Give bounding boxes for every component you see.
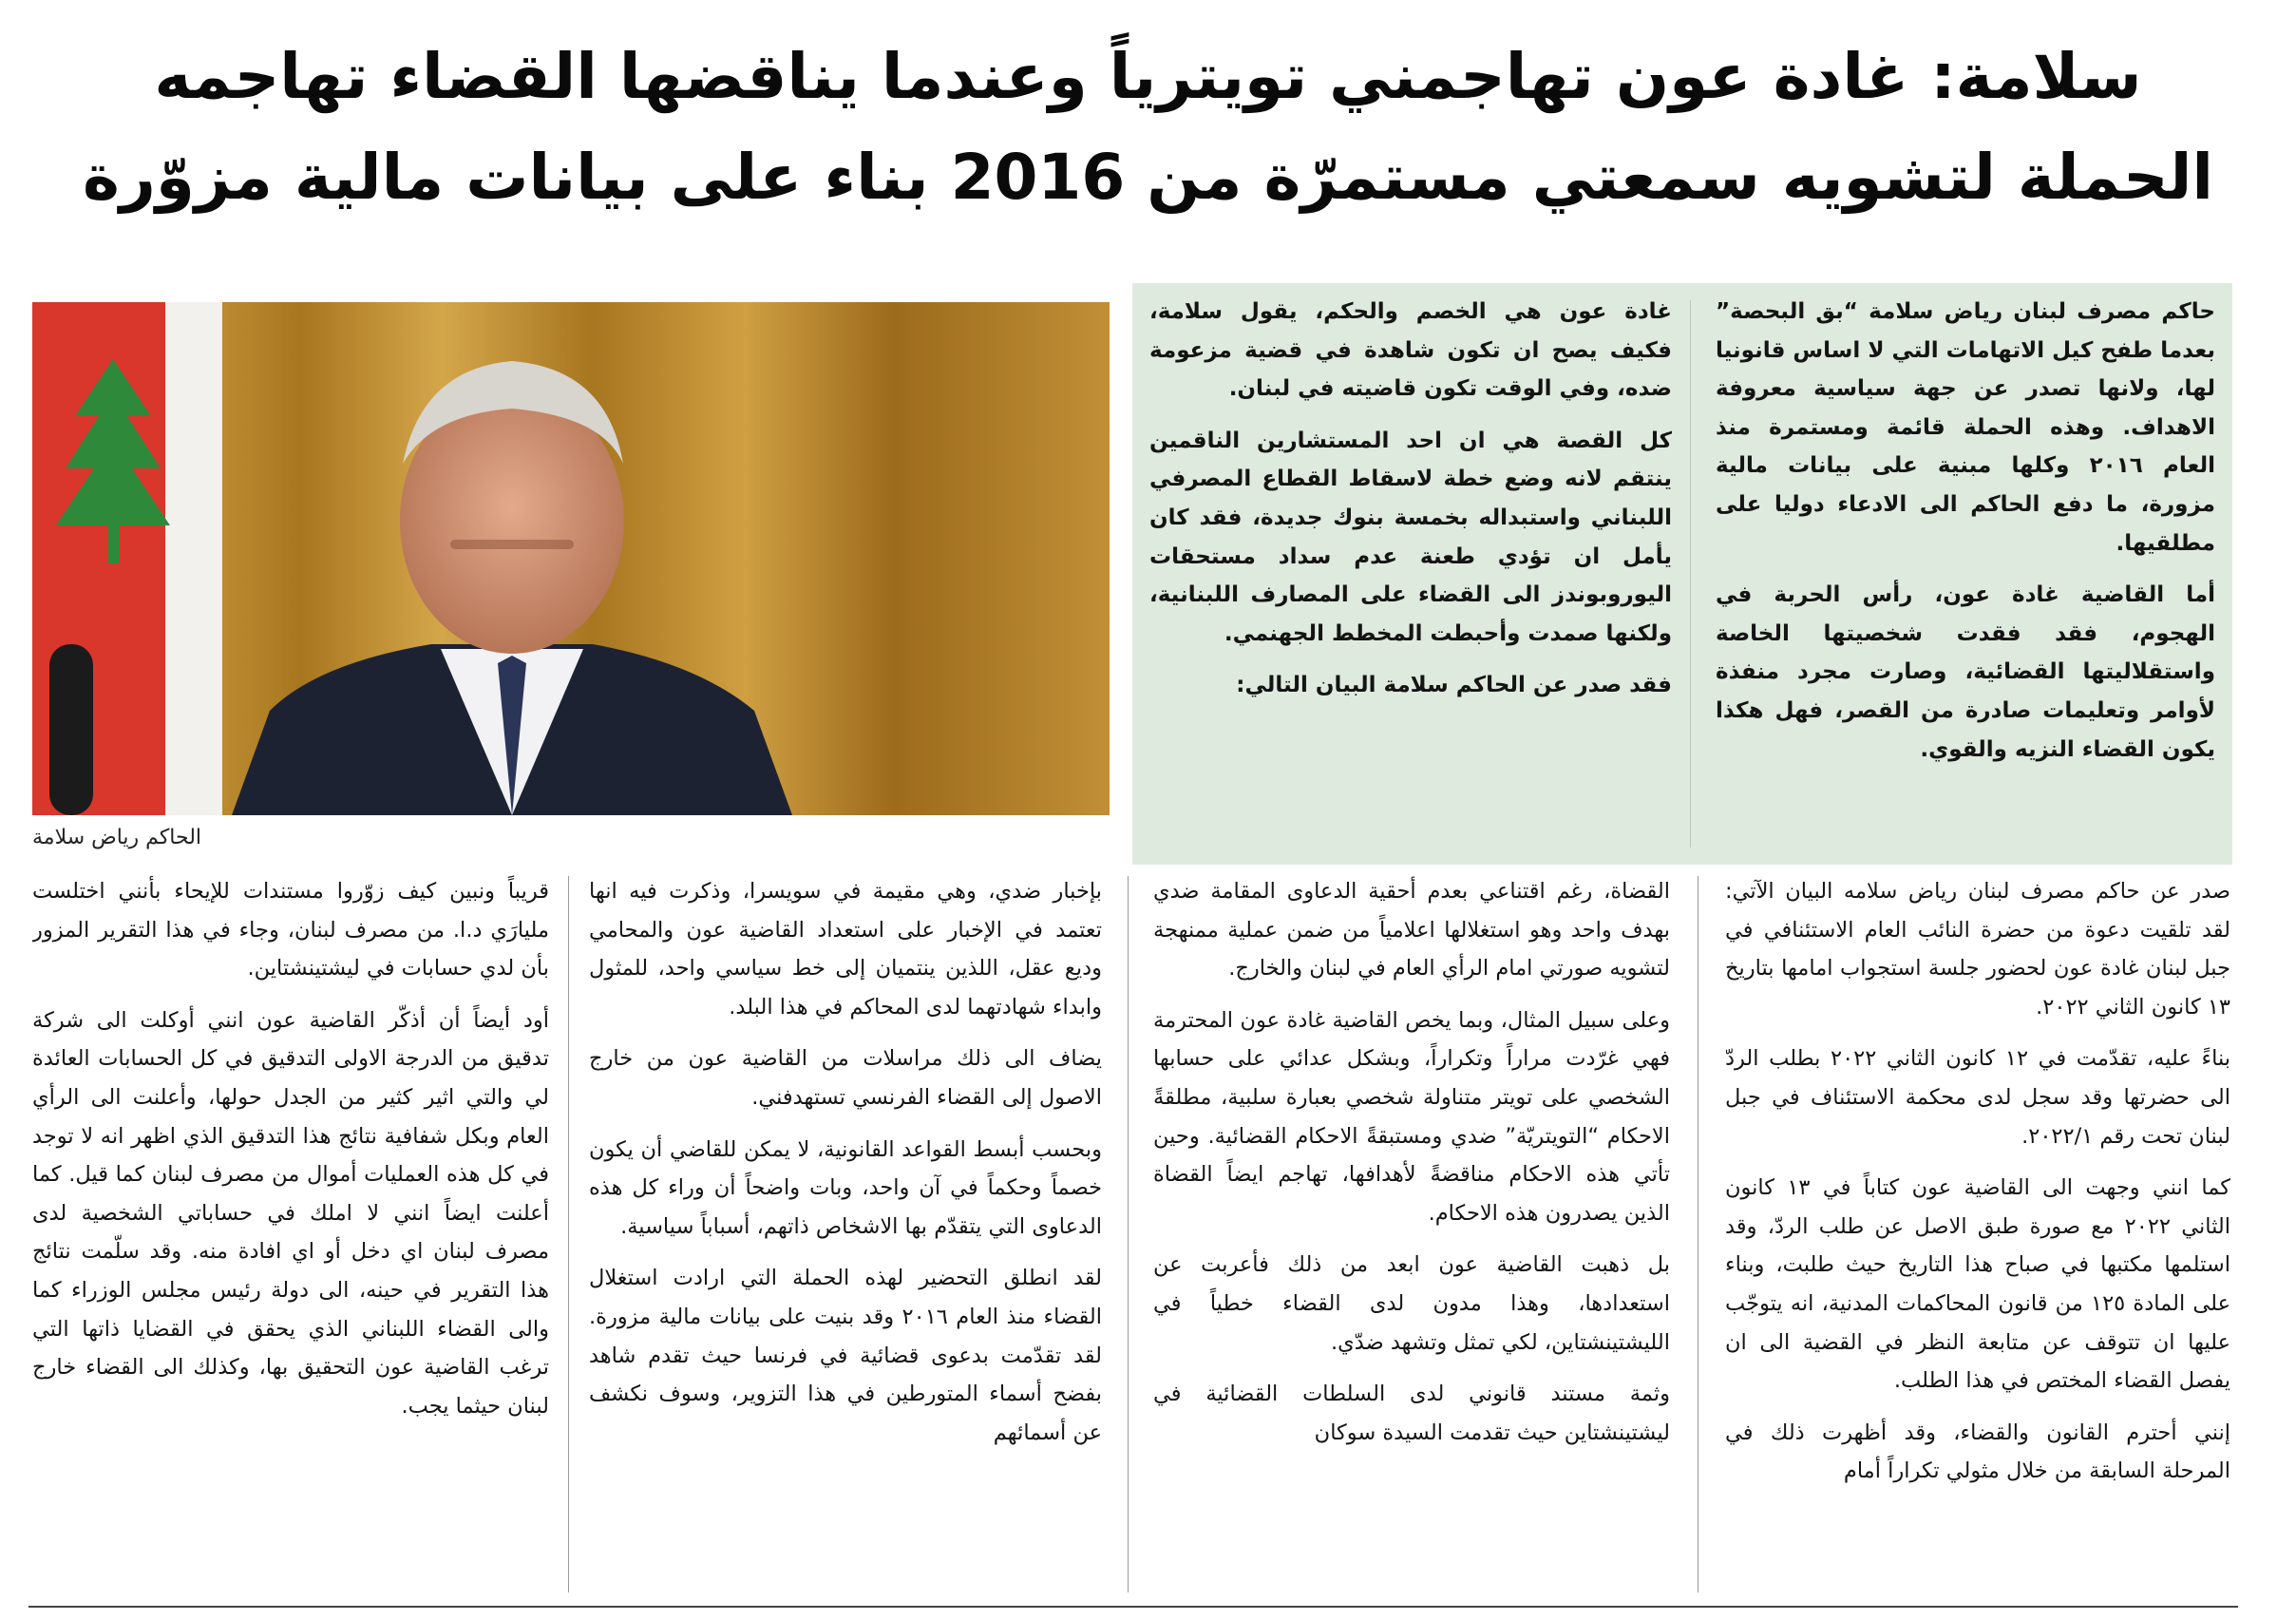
body-paragraph: صدر عن حاكم مصرف لبنان رياض سلامه البيان الآتي: لقد تلقيت دعوة من حضرة النائب العام الاستئنافي في جبل لبنان غادة عون لحضور جلسة استجواب امامها بتاريخ ١٣ كانون الثاني ٢٠٢٢. — [1725, 879, 2230, 1020]
headline — [38, 27, 2258, 228]
body-column-4 — [32, 872, 549, 1594]
body-paragraph: بل ذهبت القاضية عون ابعد من ذلك فأعربت عن استعدادها، وهذا مدون لدى القضاء خطياً في الليشتينشتاين، لكي تمثل وتشهد ضدّي. — [1153, 1252, 1670, 1355]
body-paragraph: وثمة مستند قانوني لدى السلطات القضائية في ليشتينشتاين حيث تقدمت السيدة سوكان — [1153, 1382, 1670, 1445]
column-divider — [568, 876, 569, 1592]
body-paragraph: القضاة، رغم اقتناعي بعدم أحقية الدعاوى المقامة ضدي بهدف واحد وهو استغلالها اعلامياً من ضمن عملية ممنهجة لتشويه صورتي امام الرأي العام في لبنان والخارج. — [1153, 879, 1670, 982]
photo-illustration — [32, 302, 1110, 815]
body-paragraph: إنني أحترم القانون والقضاء، وقد أظهرت ذلك في المرحلة السابقة من خلال مثولي تكراراً أمام — [1725, 1420, 2230, 1484]
lead-column-right — [1716, 293, 2215, 863]
body-paragraph: أود أيضاً أن أذكّر القاضية عون انني أوكلت الى شركة تدقيق من الدرجة الاولى التدقيق في كل الحسابات العائدة لي والتي اثير كثير من الجدل حولها، وأعلنت الى الرأي العام وبكل شفافية نتائج هذا التدقيق الذي اظهر انه لا توجد في كل هذه العمليات أموال من مصرف لبنان كما قيل. كما أعلنت ايضاً انني لا املك في حساباتي الشخصية لدى مصرف لبنان اي دخل أو اي افادة منه. وقد سلّمت نتائج هذا التقرير في حينه، الى دولة رئيس مجلس الوزراء كما والى القضاء اللبناني الذي يحقق في القضايا ذاتها التي ترغب القاضية عون التحقيق بها، وكذلك الى القضاء خارج لبنان حيثما يجب. — [32, 1007, 549, 1419]
body-paragraph: كما انني وجهت الى القاضية عون كتاباً في ١٣ كانون الثاني ٢٠٢٢ مع صورة طبق الاصل عن طلب الردّ، وقد استلمها مكتبها في صباح هذا التاريخ حيث طلبت، وبناء على المادة ١٢٥ من قانون المحاكمات المدنية، انه يتوجّب عليها ان تتوقف عن متابعة النظر في القضية الى ان يفصل القضاء المختص في هذا الطلب. — [1725, 1175, 2230, 1394]
lead-paragraph: كل القصة هي ان احد المستشارين الناقمين ينتقم لانه وضع خطة لاسقاط القطاع المصرفي اللبناني واستبداله بخمسة بنوك جديدة، فقد كان يأمل ان تؤدي طعنة عدم سداد مستحقات اليوروبوندز الى القضاء على المصارف اللبنانية، ولكنها صمدت وأحبطت المخطط الجهنمي. — [1149, 428, 1672, 646]
body-paragraph: قريباً ونبين كيف زوّروا مستندات للإيحاء بأنني اختلست مليارَي د.ا. من مصرف لبنان، وجاء في هذا التقرير المزور بأن لدي حسابات في ليشتينشتاين. — [32, 879, 549, 982]
lead-paragraph: غادة عون هي الخصم والحكم، يقول سلامة، فكيف يصح ان تكون شاهدة في قضية مزعومة ضده، وفي الوقت تكون قاضيته في لبنان. — [1149, 299, 1672, 402]
lead-column-divider — [1690, 300, 1691, 848]
body-paragraph: بإخبار ضدي، وهي مقيمة في سويسرا، وذكرت فيه انها تعتمد في الإخبار على استعداد القاضية عون والمحامي وديع عقل، اللذين ينتميان إلى خط سياسي واحد، للمثول وابداء شهادتهما لدى المحاكم في هذا البلد. — [589, 879, 1102, 1020]
body-column-1 — [1725, 872, 2230, 1594]
headline-line-1: سلامة: غادة عون تهاجمني تويترياً وعندما يناقضها القضاء تهاجمه — [154, 40, 2142, 113]
lead-column-left — [1149, 293, 1672, 863]
body-paragraph: وعلى سبيل المثال، وبما يخص القاضية غادة عون المحترمة فهي غرّدت مراراً وتكراراً، وبشكل عدائي على حسابها الشخصي على تويتر متناولة شخصي بعبارة سلبية، مطلقةً الاحكام “التويتريّة” ضدي ومستبقةً الاحكام القضائية. وحين تأتي هذه الاحكام مناقضةً لأهدافها، تهاجم ايضاً القضاة الذين يصدرون هذه الاحكام. — [1153, 1007, 1670, 1226]
lead-paragraph: حاكم مصرف لبنان رياض سلامة “بق البحصة” بعدما طفح كيل الاتهامات التي لا اساس قانونيا لها، ولانها تصدر عن جهة سياسية معروفة الاهداف. وهذه الحملة قائمة ومستمرة منذ العام ٢٠١٦ وكلها مبنية على بيانات مالية مزورة، ما دفع الحاكم الى الادعاء دوليا على مطلقيها. — [1716, 299, 2215, 556]
body-column-2 — [1153, 872, 1670, 1594]
page-bottom-rule — [28, 1606, 2238, 1608]
body-paragraph: بناءً عليه، تقدّمت في ١٢ كانون الثاني ٢٠٢٢ بطلب الردّ الى حضرتها وقد سجل لدى محكمة الاستئناف في جبل لبنان تحت رقم ٢٠٢٢/١. — [1725, 1046, 2230, 1149]
body-paragraph: يضاف الى ذلك مراسلات من القاضية عون من خارج الاصول إلى القضاء الفرنسي تستهدفني. — [589, 1046, 1102, 1110]
column-divider — [1128, 876, 1129, 1592]
lead-paragraph: أما القاضية غادة عون، رأس الحربة في الهجوم، فقد فقدت شخصيتها الخاصة واستقلاليتها القضائية، وصارت مجرد منفذة لأوامر وتعليمات صادرة من القصر، فهل هكذا يكون القضاء النزيه والقوي. — [1716, 582, 2215, 762]
headline-line-2: الحملة لتشويه سمعتي مستمرّة من 2016 بناء على بيانات مالية مزوّرة — [82, 141, 2214, 214]
photo-caption: الحاكم رياض سلامة — [32, 826, 202, 849]
body-column-3 — [589, 872, 1102, 1594]
lead-paragraph: فقد صدر عن الحاكم سلامة البيان التالي: — [1236, 673, 1672, 698]
body-paragraph: لقد انطلق التحضير لهذه الحملة التي ارادت استغلال القضاء منذ العام ٢٠١٦ وقد بنيت على بيانات مالية مزورة. لقد تقدّمت بدعوى قضائية في فرنسا حيث تقدم شاهد بفضح أسماء المتورطين في هذا التزوير، وسوف نكشف عن أسمائهم — [589, 1266, 1102, 1445]
body-paragraph: وبحسب أبسط القواعد القانونية، لا يمكن للقاضي أن يكون خصماً وحكماً في آن واحد، وبات واضحاً أن وراء كل هذه الدعاوى التي يتقدّم بها الاشخاص ذاتهم، أسباباً سياسية. — [589, 1136, 1102, 1239]
lead-box — [1132, 283, 2232, 865]
article-photo — [32, 302, 1110, 815]
